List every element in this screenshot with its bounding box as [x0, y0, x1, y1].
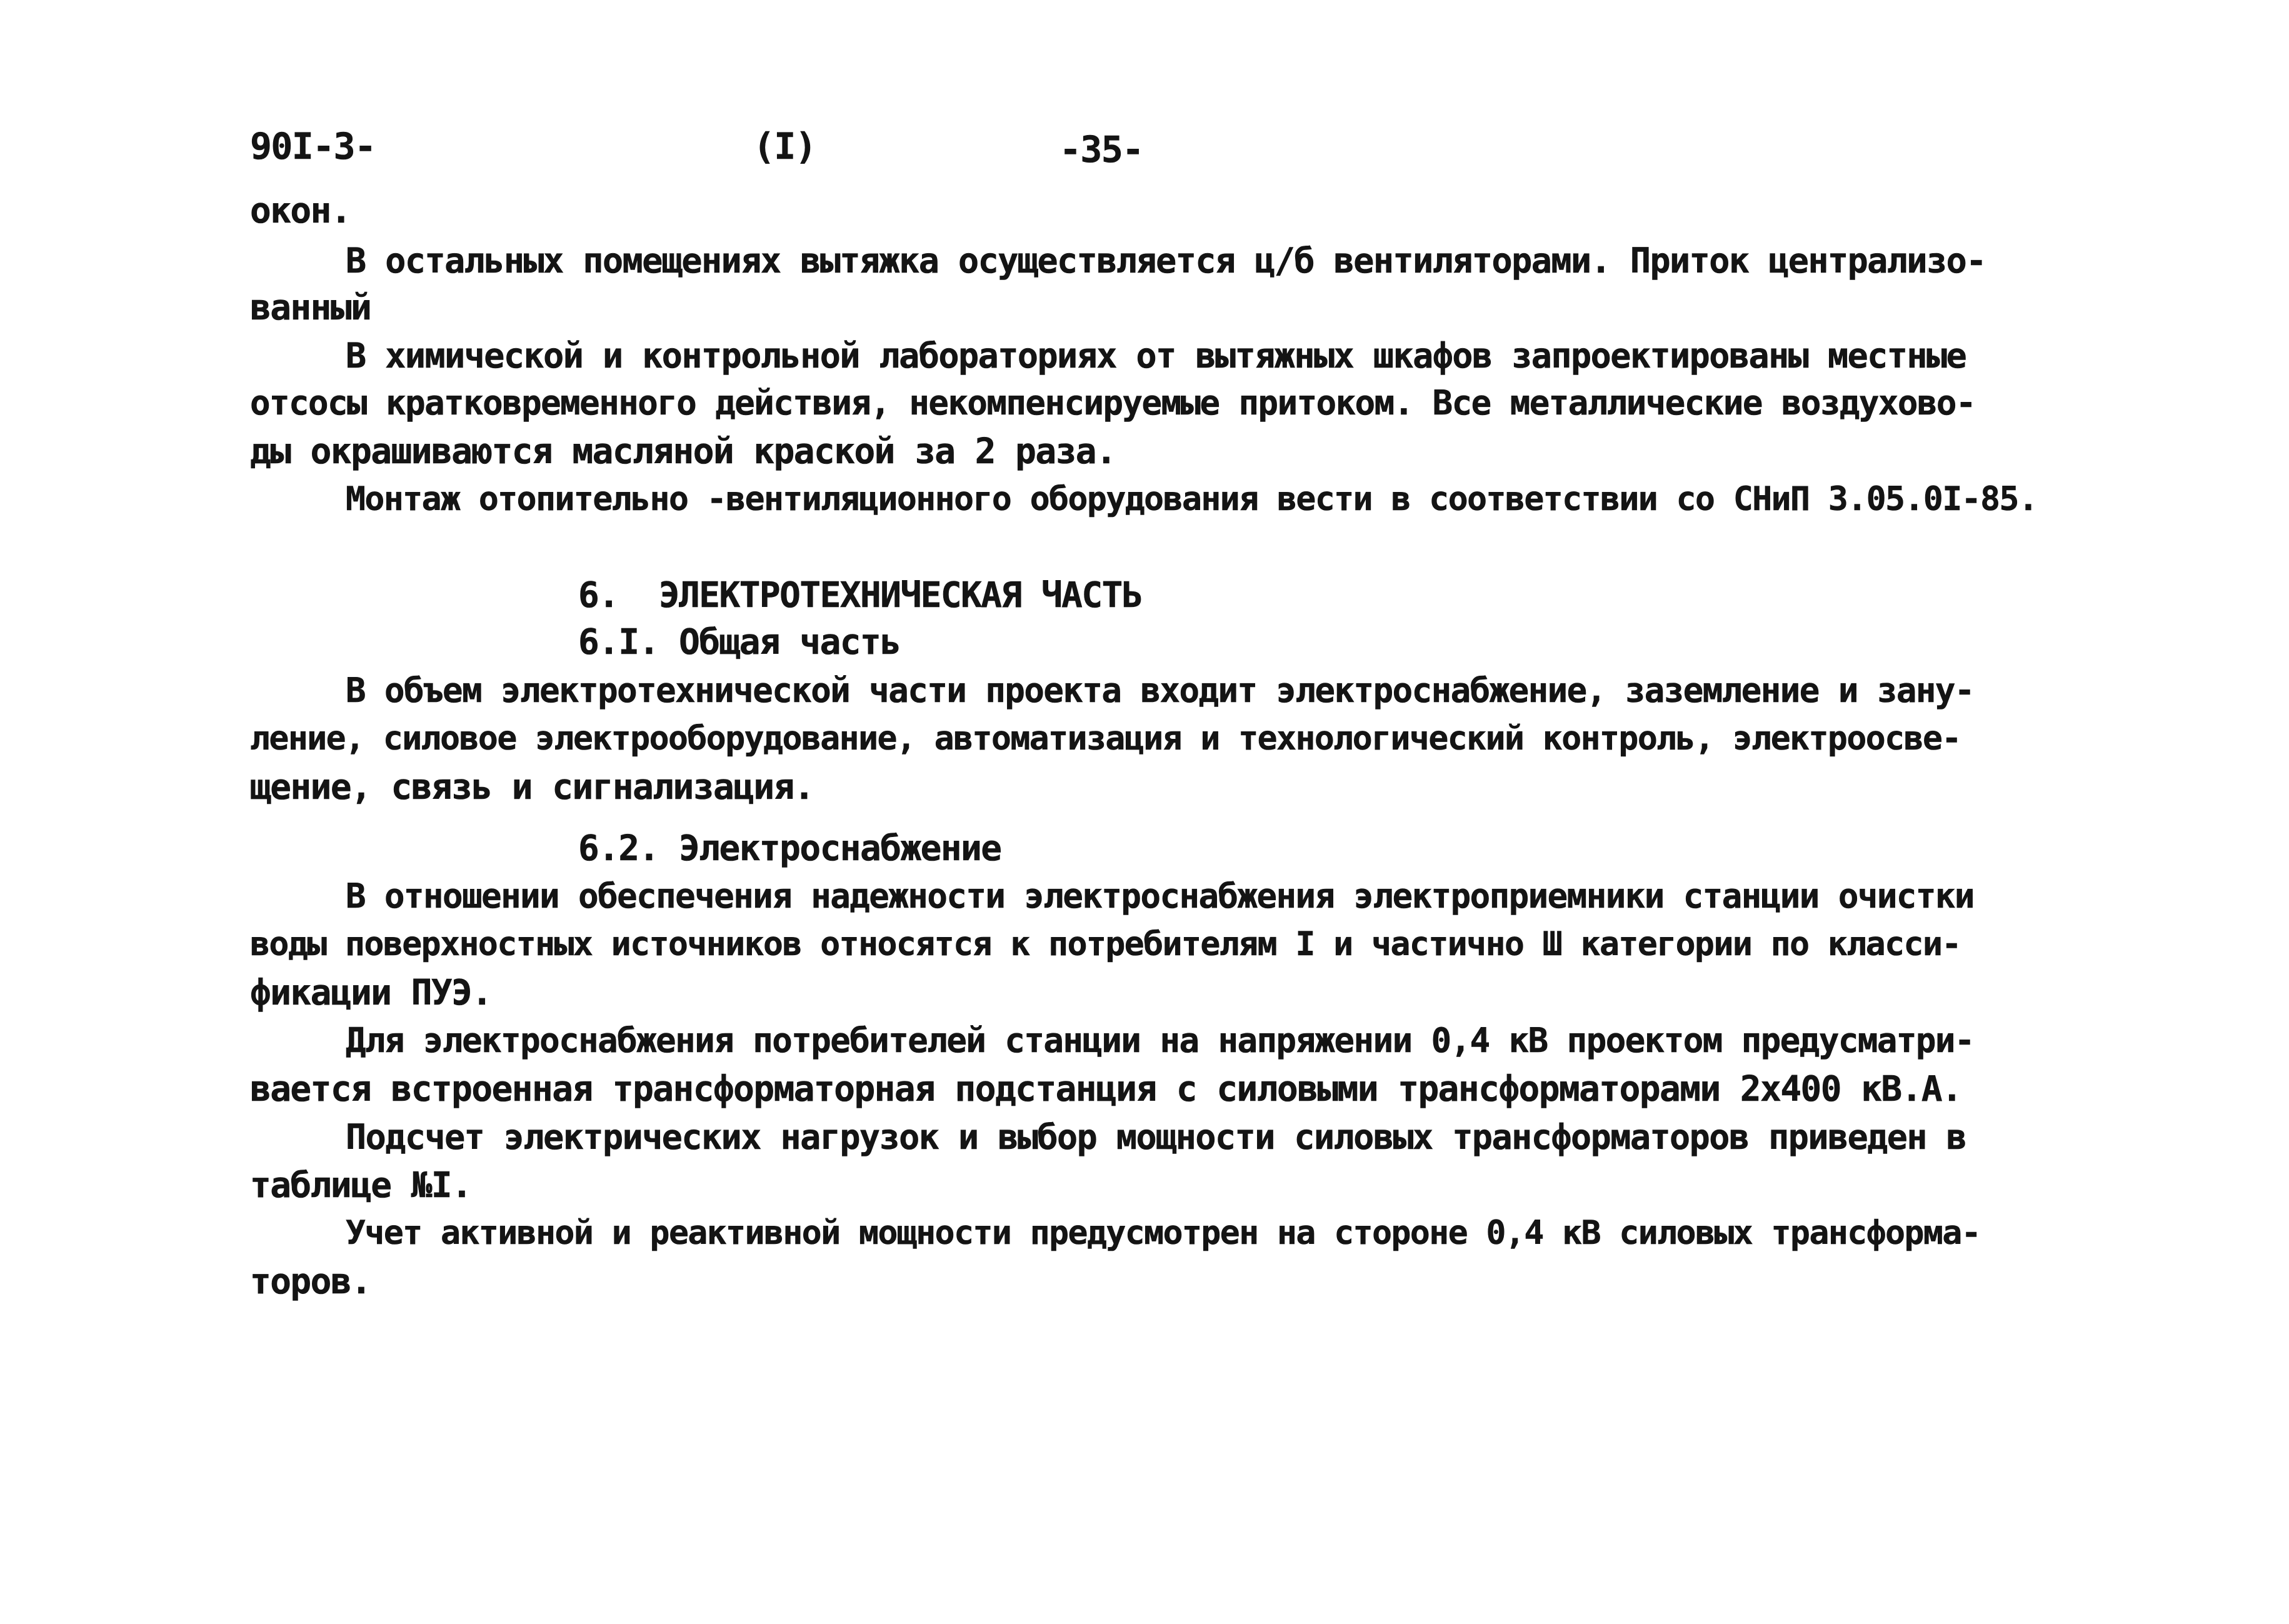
section-heading-6-2: 6.2. Электроснабжение [578, 828, 1001, 869]
text-line-09: ление, силовое электрооборудование, автоматизация и технологический контроль, электроосве- [250, 719, 1961, 758]
text-line-14: Для электроснабжения потребителей станции на напряжении 0,4 кВ проектом предусматри- [346, 1021, 1974, 1060]
text-line-17: таблице №I. [250, 1165, 472, 1206]
text-line-08: В объем электротехнической части проекта входит электроснабжение, заземление и зану- [346, 671, 1974, 710]
page-number: -35- [1059, 128, 1143, 171]
text-line-11: В отношении обеспечения надежности электроснабжения электроприемники станции очистки [346, 876, 1974, 916]
text-line-19: торов. [250, 1261, 371, 1302]
text-line-01: окон. [250, 191, 351, 231]
text-line-16: Подсчет электрических нагрузок и выбор мощности силовых трансформаторов приведен в [346, 1117, 1966, 1157]
document-code: 90I-3- [250, 125, 376, 168]
section-heading-6-1: 6.I. Общая часть [578, 622, 901, 663]
text-line-15: вается встроенная трансформаторная подстанция с силовыми трансформаторами 2х400 кВ.А. [250, 1069, 1962, 1110]
text-line-10: щение, связь и сигнализация. [250, 767, 814, 808]
text-line-03: ванный [250, 288, 371, 328]
section-heading-6: 6. ЭЛЕКТРОТЕХНИЧЕСКАЯ ЧАСТЬ [578, 575, 1143, 616]
text-line-18: Учет активной и реактивной мощности предусмотрен на стороне 0,4 кВ силовых трансформа- [346, 1214, 1981, 1252]
text-line-02: В остальных помещениях вытяжка осуществляется ц/б вентиляторами. Приток централизо- [346, 241, 1986, 281]
text-line-05: отсосы кратковременного действия, некомпенсируемые притоком. Все металлические воздухово- [250, 383, 1975, 423]
text-line-04: В химической и контрольной лабораториях от вытяжных шкафов запроектированы местные [346, 336, 1966, 376]
text-line-07: Монтаж отопительно -вентиляционного оборудования вести в соответствии со СНиП 3.05.0I-85. [346, 480, 2038, 518]
text-line-12: воды поверхностных источников относятся к потребителям I и частично Ш категории по класси- [250, 925, 1961, 963]
text-line-06: ды окрашиваются масляной краской за 2 раза. [250, 431, 1116, 472]
text-line-13: фикации ПУЭ. [250, 973, 492, 1013]
volume-number: (I) [753, 125, 816, 168]
